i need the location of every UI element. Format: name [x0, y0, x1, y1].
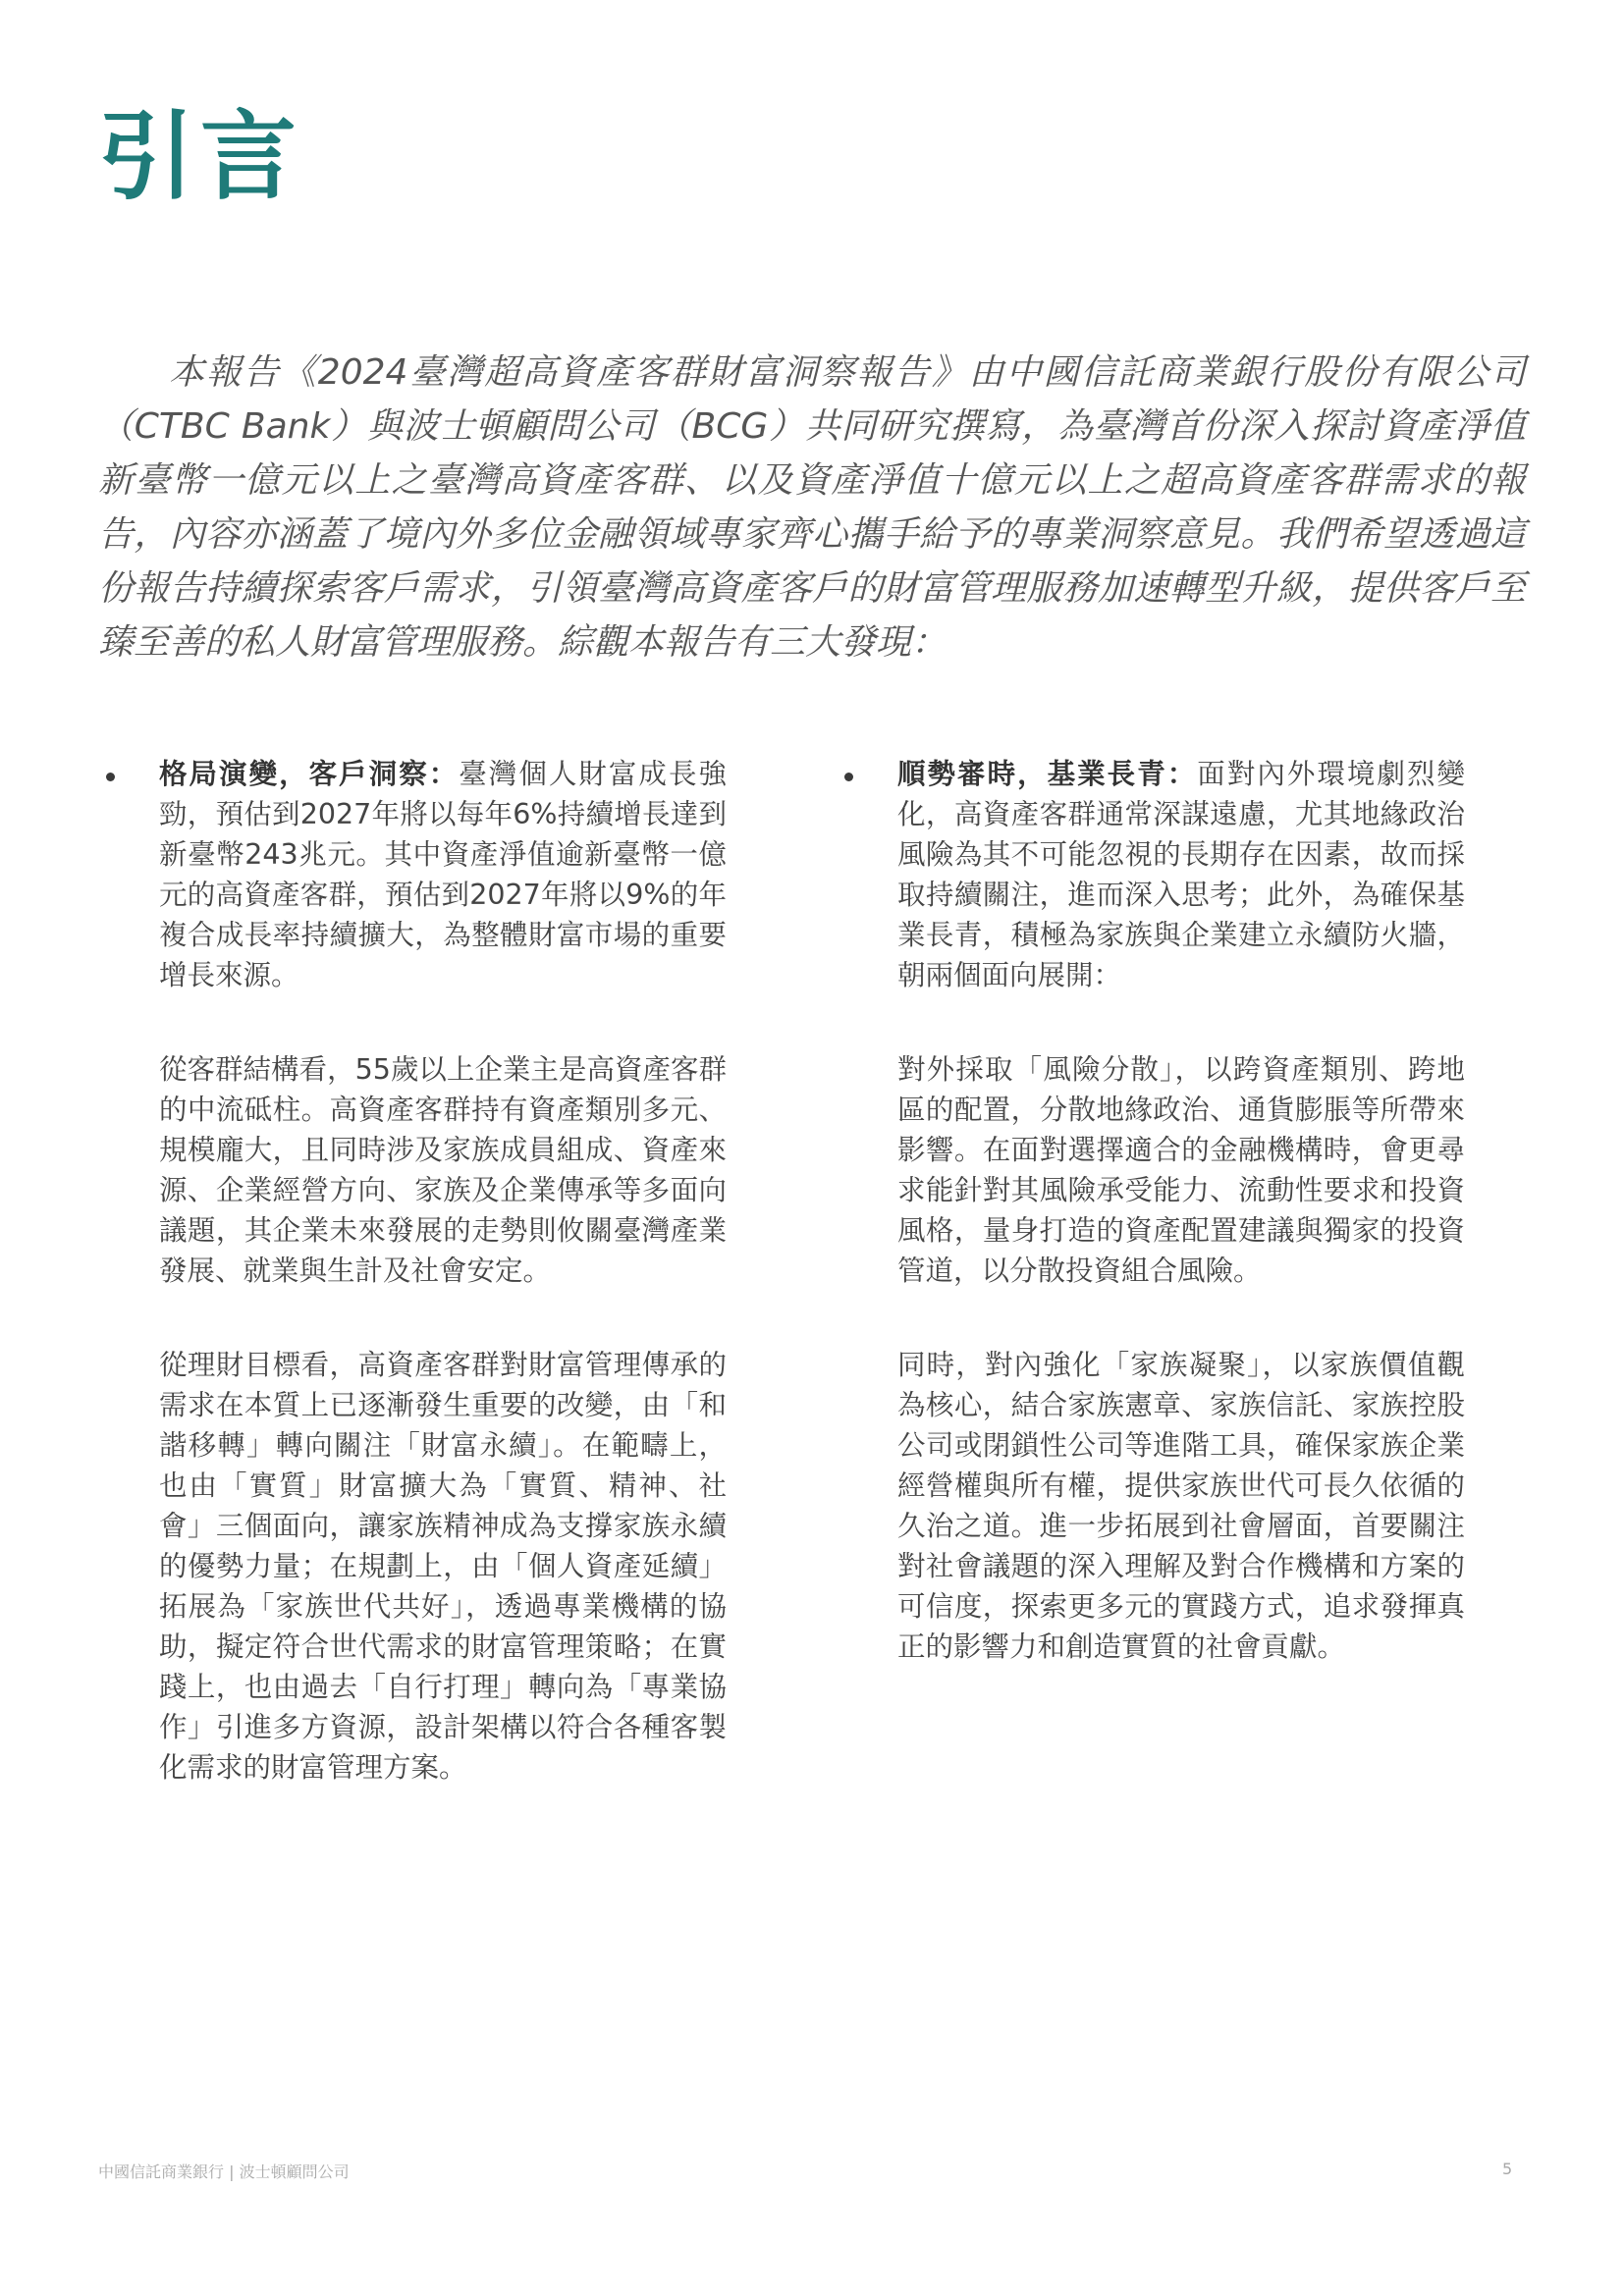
right-paragraph-3: 同時，對內強化「家族凝聚」，以家族價值觀為核心，結合家族憲章、家族信託、家族控股公司或閉鎖性公司等進階工具，確保家族企業經營權與所有權，提供家族世代可長久依循的久治之道。進一步拓展到社會層面，首要關注對社會議題的深入理解及對合作機構和方案的可信度，探索更多元的實踐方式，追求發揮真正的影響力和創造實質的社會貢獻。 — [897, 1349, 1465, 1663]
bullet-section-right — [837, 754, 1465, 1667]
bullet-section-left — [98, 754, 727, 1788]
right-bullet-lead: 順勢審時，基業長青： — [897, 758, 1198, 790]
left-bullet-lead: 格局演變，客戶洞察： — [159, 758, 460, 790]
right-column — [837, 754, 1465, 1721]
bullet-dot-icon — [844, 773, 853, 781]
right-bullet-paragraph-1 — [897, 754, 1465, 995]
intro-paragraph: 本報告《2024臺灣超高資產客群財富洞察報告》由中國信託商業銀行股份有限公司（CTBC Bank）與波士頓顧問公司（BCG）共同研究撰寫，為臺灣首份深入探討資產淨值新臺幣一億元以上之臺灣高資產客群、以及資產淨值十億元以上之超高資產客群需求的報告，內容亦涵蓋了境內外多位金融領域專家齊心攜手給予的專業洞察意見。我們希望透過這份報告持續探索客戶需求，引領臺灣高資產客戶的財富管理服務加速轉型升級，提供客戶至臻至善的私人財富管理服務。綜觀本報告有三大發現： — [98, 352, 1526, 663]
right-paragraph-2: 對外採取「風險分散」，以跨資產類別、跨地區的配置，分散地緣政治、通貨膨脹等所帶來影響。在面對選擇適合的金融機構時，會更尋求能針對其風險承受能力、流動性要求和投資風格，量身打造的資產配置建議與獨家的投資管道，以分散投資組合風險。 — [897, 1053, 1465, 1287]
page-title: 引言 — [98, 101, 303, 213]
left-bullet-paragraph-1 — [159, 754, 727, 995]
right-bullet-text: 面對內外環境劇烈變化，高資產客群通常深謀遠慮，尤其地緣政治風險為其不可能忽視的長期存在因素，故而採取持續關注，進而深入思考；此外，為確保基業長青，積極為家族與企業建立永續防火牆，朝兩個面向展開： — [897, 758, 1465, 991]
page-number: 5 — [1502, 2160, 1513, 2178]
left-bullet-text: 臺灣個人財富成長強勁，預估到2027年將以每年6%持續增長達到新臺幣243兆元。其中資產淨值逾新臺幣一億元的高資產客群，預估到2027年將以9%的年複合成長率持續擴大，為整體財富市場的重要增長來源。 — [159, 758, 727, 991]
left-column — [98, 754, 727, 1842]
left-paragraph-3: 從理財目標看，高資產客群對財富管理傳承的需求在本質上已逐漸發生重要的改變，由「和諧移轉」轉向關注「財富永續」。在範疇上，也由「實質」財富擴大為「實質、精神、社會」三個面向，讓家族精神成為支撐家族永續的優勢力量；在規劃上，由「個人資產延續」拓展為「家族世代共好」，透過專業機構的協助，擬定符合世代需求的財富管理策略；在實踐上，也由過去「自行打理」轉向為「專業協作」引進多方資源，設計架構以符合各種客製化需求的財富管理方案。 — [159, 1349, 727, 1784]
left-paragraph-2: 從客群結構看，55歲以上企業主是高資產客群的中流砥柱。高資產客群持有資產類別多元、規模龐大，且同時涉及家族成員組成、資產來源、企業經營方向、家族及企業傳承等多面向議題，其企業未來發展的走勢則攸關臺灣產業發展、就業與生計及社會安定。 — [159, 1053, 727, 1287]
footer-source: 中國信託商業銀行 | 波士頓顧問公司 — [98, 2163, 350, 2181]
bullet-dot-icon — [106, 773, 115, 781]
